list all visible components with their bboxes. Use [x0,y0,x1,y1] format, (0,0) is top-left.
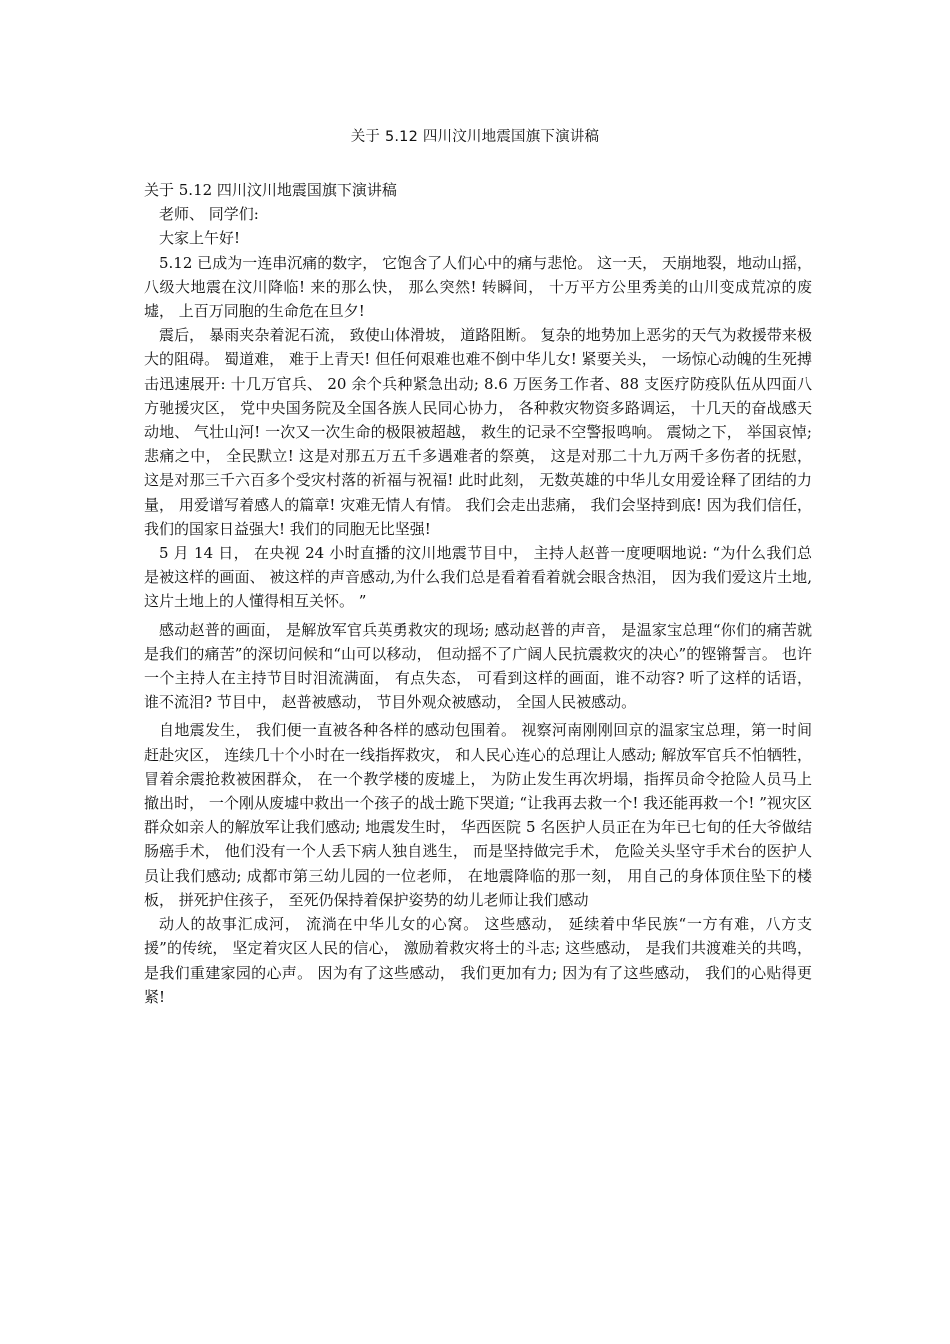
salutation: 老师、 同学们: [159,205,259,224]
paragraph-touching-stories: 自地震发生， 我们便一直被各种各样的感动包围着。 视察河南刚刚回京的温家宝总理，第一时间赶赴灾区， 连续几十个小时在一线指挥救灾， 和人民心连心的总理让人感动; 解放军官兵不怕牺牲， 冒着余震抢救被困群众， 在一个教学楼的废墟上， 为防止发生再次坍塌，指挥员命令抢险人员马上撤出时， 一个刚从废墟中救出一个孩子的战士跪下哭道; “让我再去救一个! 我还能再救一个! ”视灾区群众如亲人的解放军让我们感动; 地震发生时， 华西医院 5 名医护人员正在为年已七旬的任大爷做结肠癌手术， 他们没有一个人丢下病人独自逃生， 而是坚持做完手术， 危险关头坚守手术台的医护人员让我们感动; 成都市第三幼儿园的一位老师， 在地震降临的那一刻， 用自己的身体顶住坠下的楼板， 拼死护住孩子， 至死仍保持着保护姿势的幼儿老师让我们感动 [144,721,812,909]
paragraph-zhaopu-quote: 5 月 14 日， 在央视 24 小时直播的汶川地震节目中， 主持人赵普一度哽咽地说: “为什么我们总是被这样的画面、 被这样的声音感动,为什么我们总是看着看着就会眼含热泪， 因为我们爱这片土地,这片土地上的人懂得相互关怀。 ” [144,544,812,611]
paragraph-rescue: 震后， 暴雨夹杂着泥石流， 致使山体滑坡， 道路阻断。 复杂的地势加上恶劣的天气为救援带来极大的阻碍。 蜀道难， 难于上青天! 但任何艰难也难不倒中华儿女! 紧要关头， 一场惊心动魄的生死搏击迅速展开: 十几万官兵、 20 余个兵种紧急出动; 8.6 万医务工作者、88 支医疗防疫队伍从四面八方驰援灾区， 党中央国务院及全国各族人民同心协力， 各种救灾物资多路调运， 十几天的奋战感天动地、 气壮山河! 一次又一次生命的极限被超越， 救生的记录不空警报鸣响。 震恸之下， 举国哀悼; 悲痛之中， 全民默立! 这是对那五万五千多遇难者的祭奠， 这是对那二十九万两千多伤者的抚慰， 这是对那三千六百多个受灾村落的祈福与祝福! 此时此刻， 无数英雄的中华儿女用爱诠释了团结的力量， 用爱谱写着感人的篇章! 灾难无情人有情。 我们会走出悲痛， 我们会坚持到底! 因为我们信任， 我们的国家日益强大! 我们的同胞无比坚强! [144,326,812,538]
document-subtitle: 关于 5.12 四川汶川地震国旗下演讲稿 [144,181,397,199]
paragraph-intro: 5.12 已成为一连串沉痛的数字， 它饱含了人们心中的痛与悲怆。 这一天， 天崩地裂，地动山摇， 八级大地震在汶川降临! 来的那么快， 那么突然! 转瞬间， 十万平方公里秀美的山川变成荒凉的废墟， 上百万同胞的生命危在旦夕! [144,253,812,321]
paragraph-moved-scenes: 感动赵普的画面， 是解放军官兵英勇救灾的现场; 感动赵普的声音， 是温家宝总理“你们的痛苦就是我们的痛苦”的深切问候和“山可以移动， 但动摇不了广阔人民抗震救灾的决心”的铿锵誓言。 也许一个主持人在主持节目时泪流满面， 有点失态， 可看到这样的画面，谁不动容? 听了这样的话语， 谁不流泪? 节目中， 赵普被感动， 节目外观众被感动， 全国人民被感动。 [144,620,812,712]
document-title: 关于 5.12 四川汶川地震国旗下演讲稿 [350,129,600,145]
document-body [144,178,812,1009]
paragraph-conclusion: 动人的故事汇成河， 流淌在中华儿女的心窝。 这些感动， 延续着中华民族“一方有难，八方支援”的传统， 坚定着灾区人民的信心， 激励着救灾将士的斗志; 这些感动， 是我们共渡难关的共鸣， 是我们重建家园的心声。 因为有了这些感动， 我们更加有力; 因为有了这些感动， 我们的心贴得更紧! [144,915,812,1006]
greeting: 大家上午好! [159,229,241,248]
